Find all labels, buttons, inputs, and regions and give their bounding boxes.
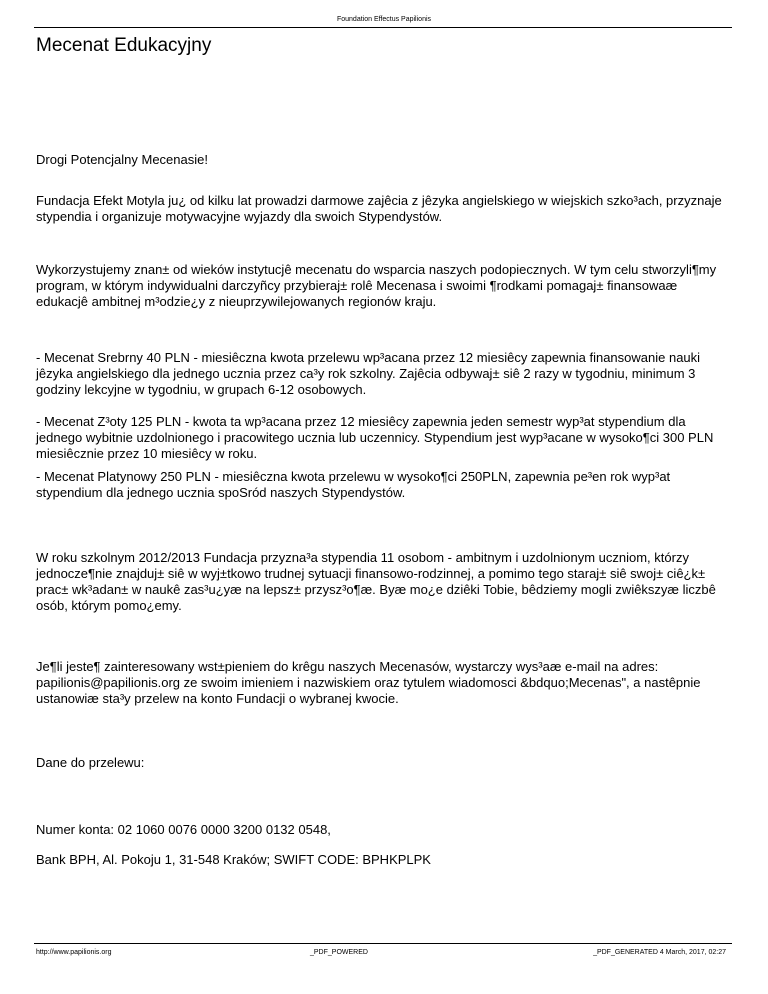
program-paragraph: Wykorzystujemy znan± od wieków instytucjê mecenatu do wsparcia naszych podopiecznych. W tym celu stworzyli¶my program, w którym indywidualni darczyñcy przybieraj± rolê Mecenasa i swoimi ¶rodkami pomagaj± finansowaæ edukacjê ambitnej m³odzie¿y z nieuprzywilejowanych regionów kraju.: [36, 262, 717, 309]
document-header-title: Foundation Effectus Papilionis: [336, 16, 432, 23]
silver-patron-paragraph: - Mecenat Srebrny 40 PLN - miesiêczna kwota przelewu wp³acana przez 12 miesiêcy zapewnia finansowanie nauki jêzyka angielskiego dla jednego ucznia przez ca³y rok szkolny. Zajêcia odbywaj± siê 2 razy w tygodniu, minimum 3 godziny lekcyjne w tygodniu, w grupach 6-12 osobowych.: [36, 350, 701, 397]
platinum-patron-paragraph: - Mecenat Platynowy 250 PLN - miesiêczna kwota przelewu w wysoko¶ci 250PLN, zapewnia pe³en rok wyp³at stypendium dla jednego ucznia spoSród naszych Stypendystów.: [36, 469, 671, 500]
footer-powered: _PDF_POWERED: [310, 949, 368, 956]
contact-paragraph: Je¶li jeste¶ zainteresowany wst±pieniem do krêgu naszych Mecenasów, wystarczy wys³aæ e-mail na adres: papilionis@papilionis.org ze swoim imieniem i nazwiskiem oraz tytulem wiadomosci &bdquo;Mecenas", a nastêpnie ustanowiæ sta³y przelew na konto Fundacji o wybranej kwocie.: [36, 659, 701, 706]
bank-details: Bank BPH, Al. Pokoju 1, 31-548 Kraków; SWIFT CODE: BPHKPLPK: [36, 852, 431, 867]
gold-patron-paragraph: - Mecenat Z³oty 125 PLN - kwota ta wp³acana przez 12 miesiêcy zapewnia jeden semestr wyp³at stypendium dla jednego wybitnie uzdolnionego i pracowitego ucznia lub uczennicy. Stypendium jest wyp³acane w wysoko¶ci 300 PLN miesiêcznie przez 10 miesiêcy w roku.: [36, 414, 714, 461]
transfer-heading: Dane do przelewu:: [36, 755, 145, 770]
footer-url-link[interactable]: http://www.papilionis.org: [36, 949, 112, 956]
header-divider: [34, 27, 732, 28]
page-title: Mecenat Edukacyjny: [36, 35, 212, 56]
account-number: Numer konta: 02 1060 0076 0000 3200 0132 0548,: [36, 822, 331, 837]
greeting-paragraph: Drogi Potencjalny Mecenasie!: [36, 152, 208, 167]
school-year-paragraph: W roku szkolnym 2012/2013 Fundacja przyzna³a stypendia 11 osobom - ambitnym i uzdolnionym uczniom, którzy jednocze¶nie znajduj± siê w wyj±tkowo trudnej sytuacji finansowo-rodzinnej, a pomimo tego staraj± siê swoj± ciê¿k± prac± wk³adan± w naukê zas³u¿yæ na lepsz± przysz³o¶æ. Byæ mo¿e dziêki Tobie, bêdziemy mogli zwiêkszyæ liczbê osób, którym pomo¿emy.: [36, 550, 716, 613]
footer-generated: _PDF_GENERATED 4 March, 2017, 02:27: [593, 949, 726, 956]
intro-paragraph: Fundacja Efekt Motyla ju¿ od kilku lat prowadzi darmowe zajêcia z jêzyka angielskiego w wiejskich szko³ach, przyznaje stypendia i organizuje motywacyjne wyjazdy dla swoich Stypendystów.: [36, 193, 722, 224]
footer-divider: [34, 943, 732, 944]
